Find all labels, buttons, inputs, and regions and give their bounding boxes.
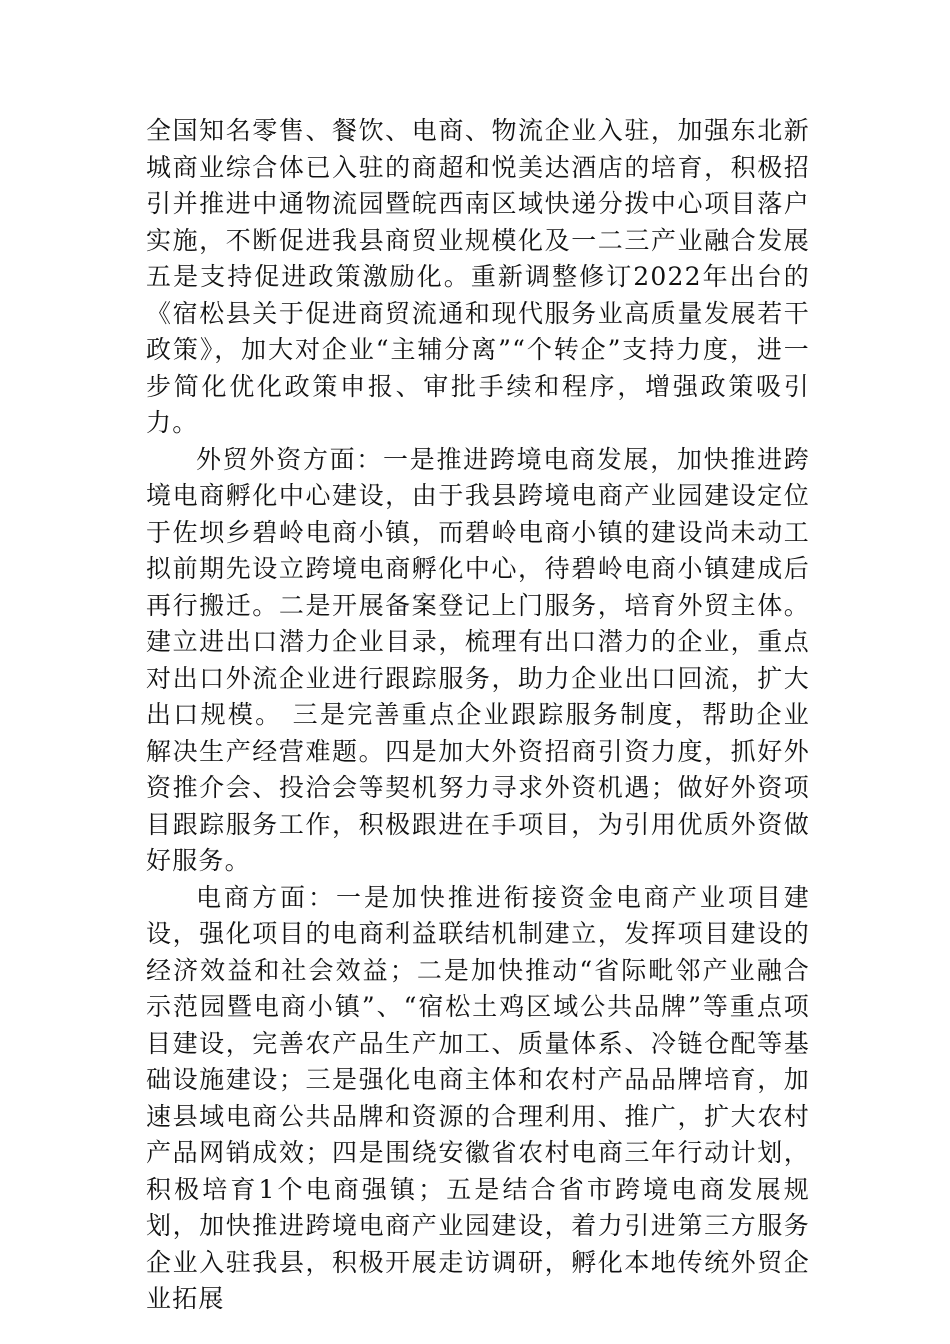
document-page bbox=[146, 113, 810, 1318]
paragraph-ecommerce: 电商方面：一是加快推进衔接资金电商产业项目建设，强化项目的电商利益联结机制建立，发挥项目建设的经济效益和社会效益；二是加快推动“省际毗邻产业融合示范园暨电商小镇”、“宿松土鸡区域公共品牌”等重点项目建设，完善农产品生产加工、质量体系、冷链仓配等基础设施建设；三是强化电商主体和农村产品品牌培育，加速县域电商公共品牌和资源的合理利用、推广，扩大农村产品网销成效；四是围绕安徽省农村电商三年行动计划，积极培育1个电商强镇；五是结合省市跨境电商发展规划，加快推进跨境电商产业园建设，着力引进第三方服务企业入驻我县，积极开展走访调研，孵化本地传统外贸企业拓展 bbox=[146, 882, 810, 1313]
paragraph-foreign-trade: 外贸外资方面：一是推进跨境电商发展，加快推进跨境电商孵化中心建设，由于我县跨境电商产业园建设定位于佐坝乡碧岭电商小镇，而碧岭电商小镇的建设尚未动工拟前期先设立跨境电商孵化中心，待碧岭电商小镇建成后再行搬迁。二是开展备案登记上门服务，培育外贸主体。建立进出口潜力企业目录，梳理有出口潜力的企业，重点对出口外流企业进行跟踪服务，助力企业出口回流，扩大出口规模。 三是完善重点企业跟踪服务制度，帮助企业解决生产经营难题。四是加大外资招商引资力度，抓好外资推介会、投洽会等契机努力寻求外资机遇；做好外资项目跟踪服务工作，积极跟进在手项目，为引用优质外资做好服务。 bbox=[146, 444, 810, 875]
paragraph-continued: 全国知名零售、餐饮、电商、物流企业入驻，加强东北新城商业综合体已入驻的商超和悦美达酒店的培育，积极招引并推进中通物流园暨皖西南区域快递分拨中心项目落户实施，不断促进我县商贸业规模化及一二三产业融合发展五是支持促进政策激励化。重新调整修订2022年出台的《宿松县关于促进商贸流通和现代服务业高质量发展若干政策》，加大对企业“主辅分离”“个转企”支持力度，进一步简化优化政策申报、审批手续和程序，增强政策吸引力。 bbox=[146, 116, 810, 437]
